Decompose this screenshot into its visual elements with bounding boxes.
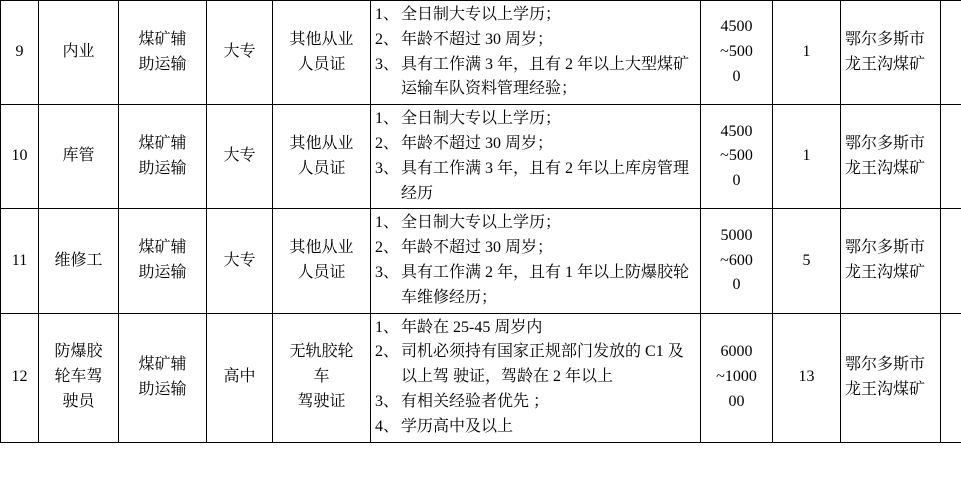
requirement-item: 1、 全日制大专以上学历；	[375, 6, 562, 23]
requirements-list	[375, 107, 696, 206]
certificate-lines: 其他从业 人员证	[289, 30, 354, 73]
post-cell	[39, 313, 119, 442]
post-lines: 防爆胶 轮车驾 驶员	[54, 343, 103, 410]
trailing-cell	[941, 1, 961, 105]
education-cell: 大专	[207, 1, 273, 105]
requirements-list	[375, 211, 696, 310]
workplace-cell	[841, 313, 941, 442]
certificate-cell	[273, 313, 371, 442]
requirement-item: 3、 有相关经验者优先 ；	[375, 392, 550, 410]
workplace-lines: 鄂尔多斯市 龙王沟煤矿	[845, 355, 926, 398]
requirement-item: 4、 学历高中及以上	[375, 417, 514, 435]
trailing-cell	[941, 313, 961, 442]
requirement-item: 3、 具有工作满 3 年，且有 2 年以上大型煤矿运输车队资料管理经验；	[375, 55, 690, 98]
salary-lines: 5000 ~600 0	[720, 226, 753, 294]
post-cell	[39, 1, 119, 105]
requirements-list	[375, 316, 696, 440]
requirement-item: 2、 年龄不超过 30 周岁；	[375, 134, 554, 152]
trailing-cell	[941, 105, 961, 209]
salary-lines: 4500 ~500 0	[720, 18, 753, 85]
unit-lines: 煤矿辅 助运输	[138, 30, 187, 73]
requirement-item: 2、 司机必须持有国家正规部门发放的 C1 及以上驾 驶证，驾龄在 2 年以上	[375, 343, 684, 386]
salary-cell	[701, 105, 773, 209]
requirements-list	[375, 3, 696, 102]
requirement-item: 3、 具有工作满 2 年，且有 1 年以上防爆胶轮车维修经历；	[375, 263, 690, 306]
requirement-item: 2、 年龄不超过 30 周岁；	[375, 239, 554, 257]
requirement-item: 1、 全日制大专以上学历；	[375, 214, 562, 232]
table-body	[1, 1, 961, 443]
unit-cell	[119, 1, 207, 105]
table-row	[1, 105, 961, 209]
requirements-cell	[371, 1, 701, 105]
headcount-cell: 1	[773, 1, 841, 105]
salary-cell	[701, 209, 773, 313]
workplace-lines: 鄂尔多斯市 龙王沟煤矿	[845, 134, 926, 177]
trailing-cell	[941, 209, 961, 313]
salary-cell	[701, 1, 773, 105]
requirement-item: 2、 年龄不超过 30 周岁；	[375, 30, 554, 48]
education-cell: 大专	[207, 209, 273, 313]
salary-lines: 6000 ~1000 00	[716, 343, 757, 410]
education-cell: 大专	[207, 105, 273, 209]
requirements-cell	[371, 209, 701, 313]
post-lines: 库管	[62, 147, 95, 165]
table-row	[1, 313, 961, 442]
requirement-item: 3、 具有工作满 3 年，且有 2 年以上库房管理经历	[375, 159, 690, 202]
unit-cell	[119, 209, 207, 313]
row-number-cell: 12	[1, 313, 39, 442]
unit-lines: 煤矿辅 助运输	[138, 134, 187, 177]
certificate-cell	[273, 1, 371, 105]
salary-cell	[701, 313, 773, 442]
workplace-cell	[841, 105, 941, 209]
row-number-cell: 11	[1, 209, 39, 313]
workplace-lines: 鄂尔多斯市 龙王沟煤矿	[845, 30, 926, 73]
workplace-lines: 鄂尔多斯市 龙王沟煤矿	[845, 239, 926, 281]
headcount-cell: 1	[773, 105, 841, 209]
post-lines: 维修工	[54, 251, 103, 269]
row-number-cell: 10	[1, 105, 39, 209]
headcount-cell: 5	[773, 209, 841, 313]
headcount-cell: 13	[773, 313, 841, 442]
table-row	[1, 209, 961, 313]
requirements-cell	[371, 105, 701, 209]
certificate-lines: 其他从业 人员证	[289, 239, 354, 281]
workplace-cell	[841, 209, 941, 313]
certificate-cell	[273, 209, 371, 313]
workplace-cell	[841, 1, 941, 105]
certificate-cell	[273, 105, 371, 209]
requirement-item: 1、 全日制大专以上学历；	[375, 110, 562, 128]
post-cell	[39, 209, 119, 313]
post-lines: 内业	[62, 43, 95, 61]
certificate-lines: 无轨胶轮 车 驾驶证	[289, 343, 354, 410]
requirements-cell	[371, 313, 701, 442]
row-number-cell: 9	[1, 1, 39, 105]
table-row	[1, 1, 961, 105]
unit-lines: 煤矿辅 助运输	[138, 239, 187, 281]
post-cell	[39, 105, 119, 209]
unit-cell	[119, 313, 207, 442]
requirement-item: 1、 年龄在 25-45 周岁内	[375, 318, 543, 336]
education-cell: 高中	[207, 313, 273, 442]
certificate-lines: 其他从业 人员证	[289, 134, 354, 177]
unit-cell	[119, 105, 207, 209]
unit-lines: 煤矿辅 助运输	[138, 355, 187, 398]
salary-lines: 4500 ~500 0	[720, 122, 753, 190]
